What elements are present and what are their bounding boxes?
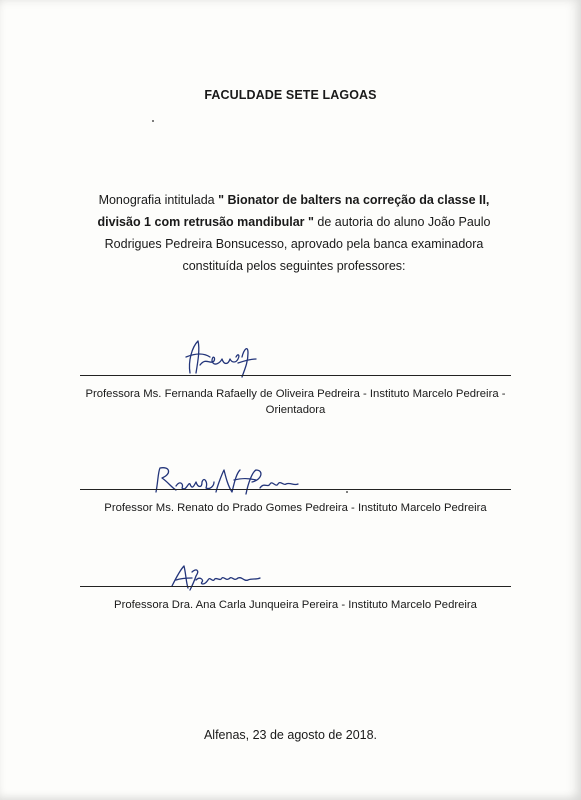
handwritten-signature-1 [178,335,278,379]
statement-intro: Monografia intitulada [98,193,219,207]
examiner-caption-1: Professora Ms. Fernanda Rafaelly de Oliveira Pedreira - Instituto Marcelo Pedreira - Orientadora [85,388,506,416]
signature-line-2 [80,489,511,490]
place-and-date: Alfenas, 23 de agosto de 2018. [203,728,378,742]
paper-speck [152,120,154,122]
examiner-caption-2: Professor Ms. Renato do Prado Gomes Pedreira - Instituto Marcelo Pedreira [104,502,487,514]
handwritten-signature-2 [152,462,302,498]
statement-rest: de autoria do aluno João Paulo Rodrigues Pedreira Bonsucesso, aprovado pela banca examinadora constituída pelos seguintes professores: [104,215,491,273]
thesis-title-quote-close: " [304,215,314,229]
paper-speck [346,491,348,493]
signature-line-1 [80,375,511,376]
signature-line-3 [80,586,511,587]
handwritten-signature-3 [168,562,268,592]
thesis-title: Bionator de balters na correção da classe II, divisão 1 com retrusão mandibular [97,193,490,229]
thesis-title-quote-open: " [218,193,228,207]
examiner-caption-3: Professora Dra. Ana Carla Junqueira Pereira - Instituto Marcelo Pedreira [114,599,477,611]
institution-title: FACULDADE SETE LAGOAS [204,88,377,102]
approval-statement [78,189,510,277]
